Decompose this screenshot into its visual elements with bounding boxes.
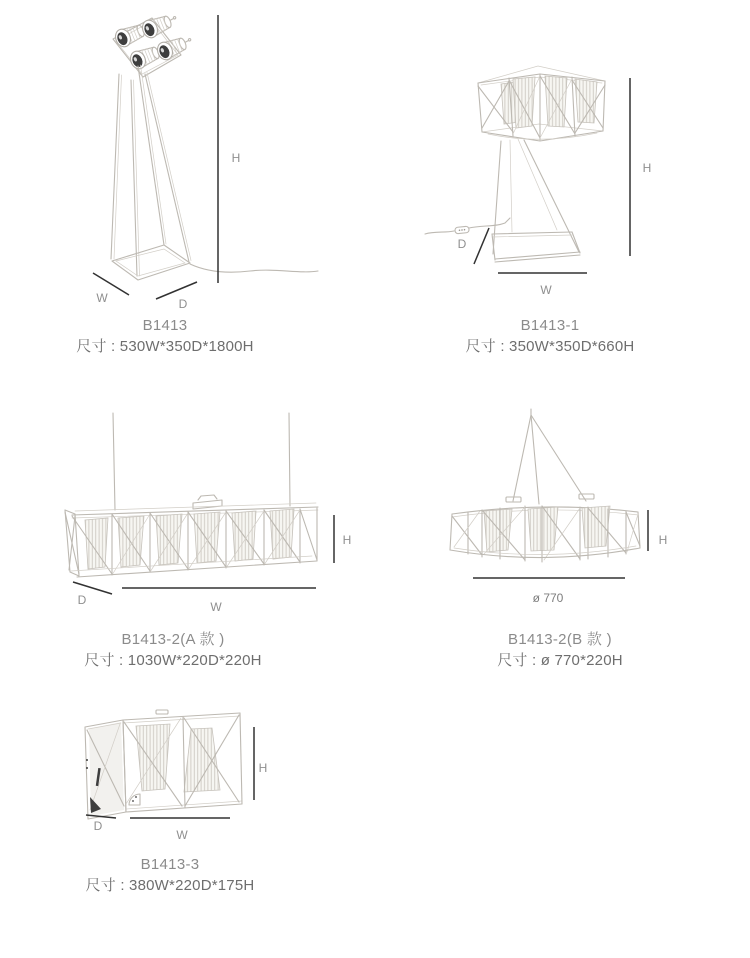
product-spec: 尺寸 : 380W*220D*175H	[85, 877, 255, 894]
product-code: B1413-2(A 款 )	[121, 631, 225, 648]
table-lamp-label	[440, 315, 660, 357]
wall-lamp-figure	[60, 700, 300, 850]
pleated-shade	[270, 509, 294, 559]
spotlight-icon	[140, 10, 180, 40]
wall-lamp-label	[60, 854, 280, 896]
suspension-wire	[113, 413, 115, 510]
diameter-dimension-label: ø 770	[532, 591, 564, 605]
mounting-tab	[579, 494, 594, 499]
power-cord	[425, 218, 510, 234]
cord-switch	[455, 226, 470, 234]
product-code: B1413-3	[140, 856, 200, 873]
pleated-shade	[85, 518, 108, 569]
product-spec: 尺寸 : ø 770*220H	[497, 652, 623, 669]
linear-pendant-drawing	[60, 400, 360, 615]
height-dimension-label: H	[658, 533, 668, 547]
side-panel	[85, 720, 126, 819]
pleated-shade	[156, 514, 182, 565]
round-pendant-drawing	[430, 398, 690, 613]
corner-bracket	[129, 794, 140, 805]
product-spec: 尺寸 : 1030W*220D*220H	[84, 652, 262, 669]
suspension-wire	[289, 413, 290, 506]
depth-dimension-label: D	[77, 593, 87, 607]
lamp-base	[492, 232, 580, 262]
width-dimension-label: W	[210, 600, 222, 614]
pleated-shade	[582, 506, 610, 548]
product-spec: 尺寸 : 350W*350D*660H	[465, 338, 635, 355]
shade-cage	[478, 66, 605, 141]
truss-body	[123, 710, 242, 812]
width-dimension-label: W	[96, 291, 108, 305]
round-pendant-label	[450, 629, 670, 671]
product-code: B1413-1	[520, 317, 580, 334]
floor-lamp-drawing	[75, 8, 325, 311]
depth-dimension-label: D	[178, 297, 188, 311]
pleated-shade	[528, 507, 558, 551]
pleated-shade	[184, 728, 220, 792]
table-lamp-figure	[425, 60, 675, 310]
lamp-legs	[111, 65, 191, 276]
power-cord	[190, 264, 318, 272]
wall-lamp-drawing	[60, 700, 300, 850]
product-code: B1413	[142, 317, 188, 334]
product-spec: 尺寸 : 530W*350D*1800H	[76, 338, 254, 355]
floor-lamp-label	[55, 315, 275, 357]
truss-body	[65, 503, 318, 577]
height-dimension-label: H	[342, 533, 352, 547]
linear-pendant-label	[63, 629, 283, 671]
depth-dimension-line	[156, 282, 197, 299]
linear-pendant-figure	[60, 400, 360, 615]
product-code: B1413-2(B 款 )	[508, 631, 612, 648]
pleated-shade	[484, 509, 512, 552]
mounting-tab	[156, 710, 168, 714]
height-dimension-label: H	[642, 161, 652, 175]
ring-truss	[450, 506, 640, 562]
lamp-base	[112, 245, 190, 280]
spotlight-head	[113, 10, 195, 77]
height-dimension-label: H	[231, 151, 241, 165]
table-lamp-drawing	[425, 60, 675, 310]
width-dimension-label: W	[540, 283, 552, 297]
depth-dimension-line	[86, 815, 116, 818]
suspension-wires	[506, 409, 594, 504]
height-dimension-label: H	[258, 761, 268, 775]
pleated-shade	[513, 77, 535, 128]
floor-lamp-figure	[75, 8, 325, 311]
depth-dimension-label: D	[457, 237, 467, 251]
round-pendant-figure	[430, 398, 690, 613]
width-dimension-label: W	[176, 828, 188, 842]
depth-dimension-line	[474, 228, 489, 264]
depth-dimension-label: D	[93, 819, 103, 833]
